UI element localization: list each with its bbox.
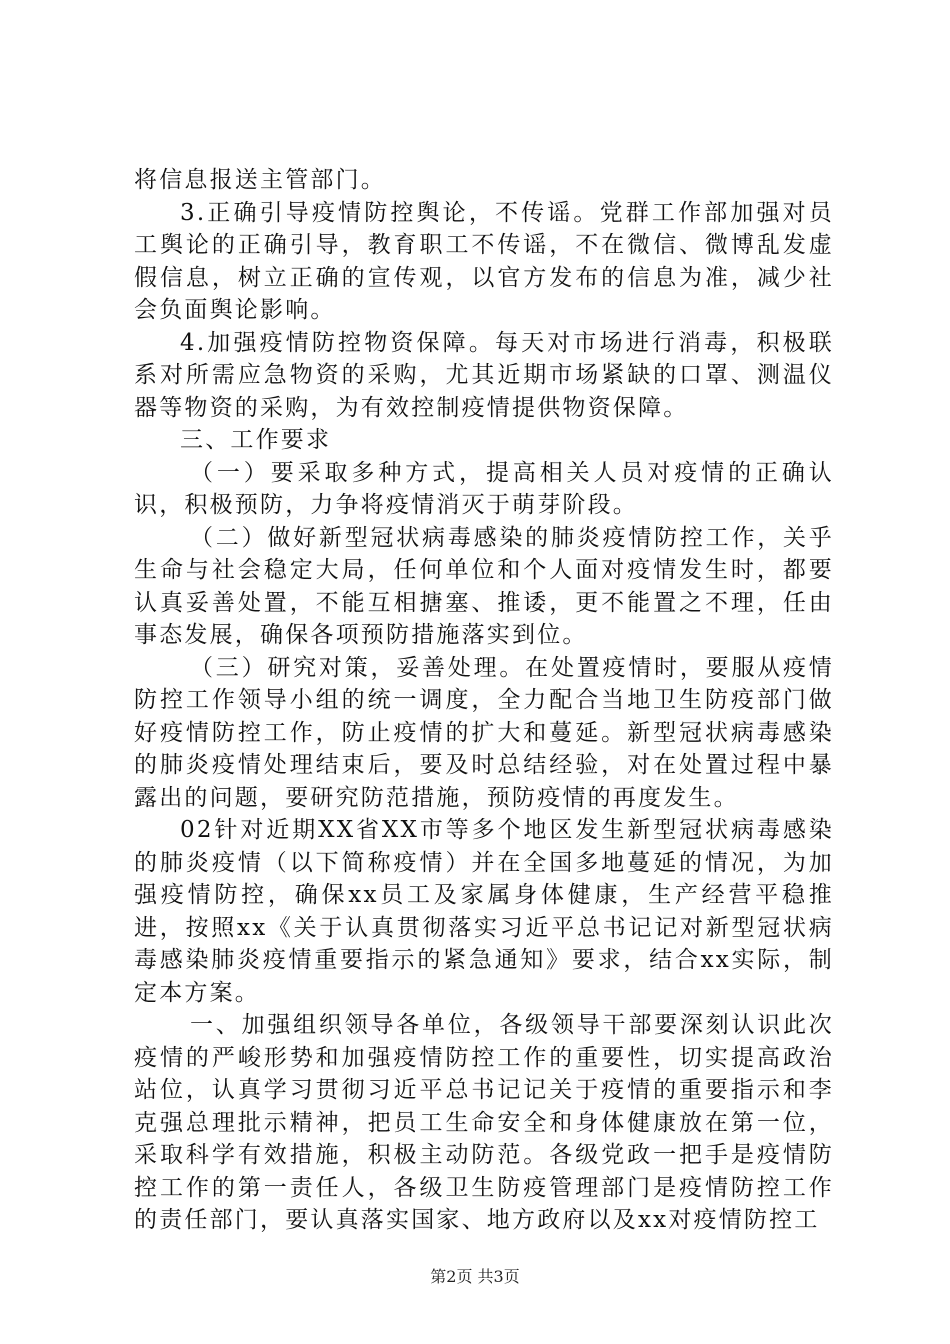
paragraph-7: 02针对近期XX省XX市等多个地区发生新型冠状病毒感染的肺炎疫情（以下简称疫情）并在全国多地蔓延的情况，为加强疫情防控，确保xx员工及家属身体健康，生产经营平稳推进，按照xx《关于认真贯彻落实习近平总书记记对新型冠状病毒感染肺炎疫情重要指示的紧急通知》要求，结合xx实际，制定本方案。: [134, 817, 834, 1006]
paragraph-2: 3.正确引导疫情防控舆论，不传谣。党群工作部加强对员工舆论的正确引导，教育职工不传谣，不在微信、微博乱发虚假信息，树立正确的宣传观，以官方发布的信息为准，减少社会负面舆论影响。: [134, 199, 834, 323]
paragraph-1: 将信息报送主管部门。: [134, 167, 386, 193]
paragraph-8: 一、加强组织领导各单位，各级领导干部要深刻认识此次疫情的严峻形势和加强疫情防控工作的重要性，切实提高政治站位，认真学习贯彻习近平总书记记关于疫情的重要指示和李克强总理批示精神，把员工生命安全和身体健康放在第一位，采取科学有效措施，积极主动防范。各级党政一把手是疫情防控工作的第一责任人，各级卫生防疫管理部门是疫情防控工作的责任部门，要认真落实国家、地方政府以及xx对疫情防控工: [134, 1012, 834, 1233]
paragraph-3: 4.加强疫情防控物资保障。每天对市场进行消毒，积极联系对所需应急物资的采购，尤其近期市场紧缺的口罩、测温仪器等物资的采购，为有效控制疫情提供物资保障。: [134, 329, 834, 421]
page-footer: 第2页 共3页: [430, 1267, 520, 1286]
paragraph-5: （二）做好新型冠状病毒感染的肺炎疫情防控工作，关乎生命与社会稳定大局，任何单位和个人面对疫情发生时，都要认真妥善处置，不能互相搪塞、推诿，更不能置之不理，任由事态发展，确保各项预防措施落实到位。: [134, 524, 834, 648]
paragraph-6: （三）研究对策，妥善处理。在处置疫情时，要服从疫情防控工作领导小组的统一调度，全力配合当地卫生防疫部门做好疫情防控工作，防止疫情的扩大和蔓延。新型冠状病毒感染的肺炎疫情处理结束后，要及时总结经验，对在处置过程中暴露出的问题，要研究防范措施，预防疫情的再度发生。: [134, 654, 834, 811]
section-heading: 三、工作要求: [180, 427, 332, 453]
document-body: [134, 164, 834, 1237]
paragraph-4: （一）要采取多种方式，提高相关人员对疫情的正确认识，积极预防，力争将疫情消灭于萌芽阶段。: [134, 459, 834, 518]
